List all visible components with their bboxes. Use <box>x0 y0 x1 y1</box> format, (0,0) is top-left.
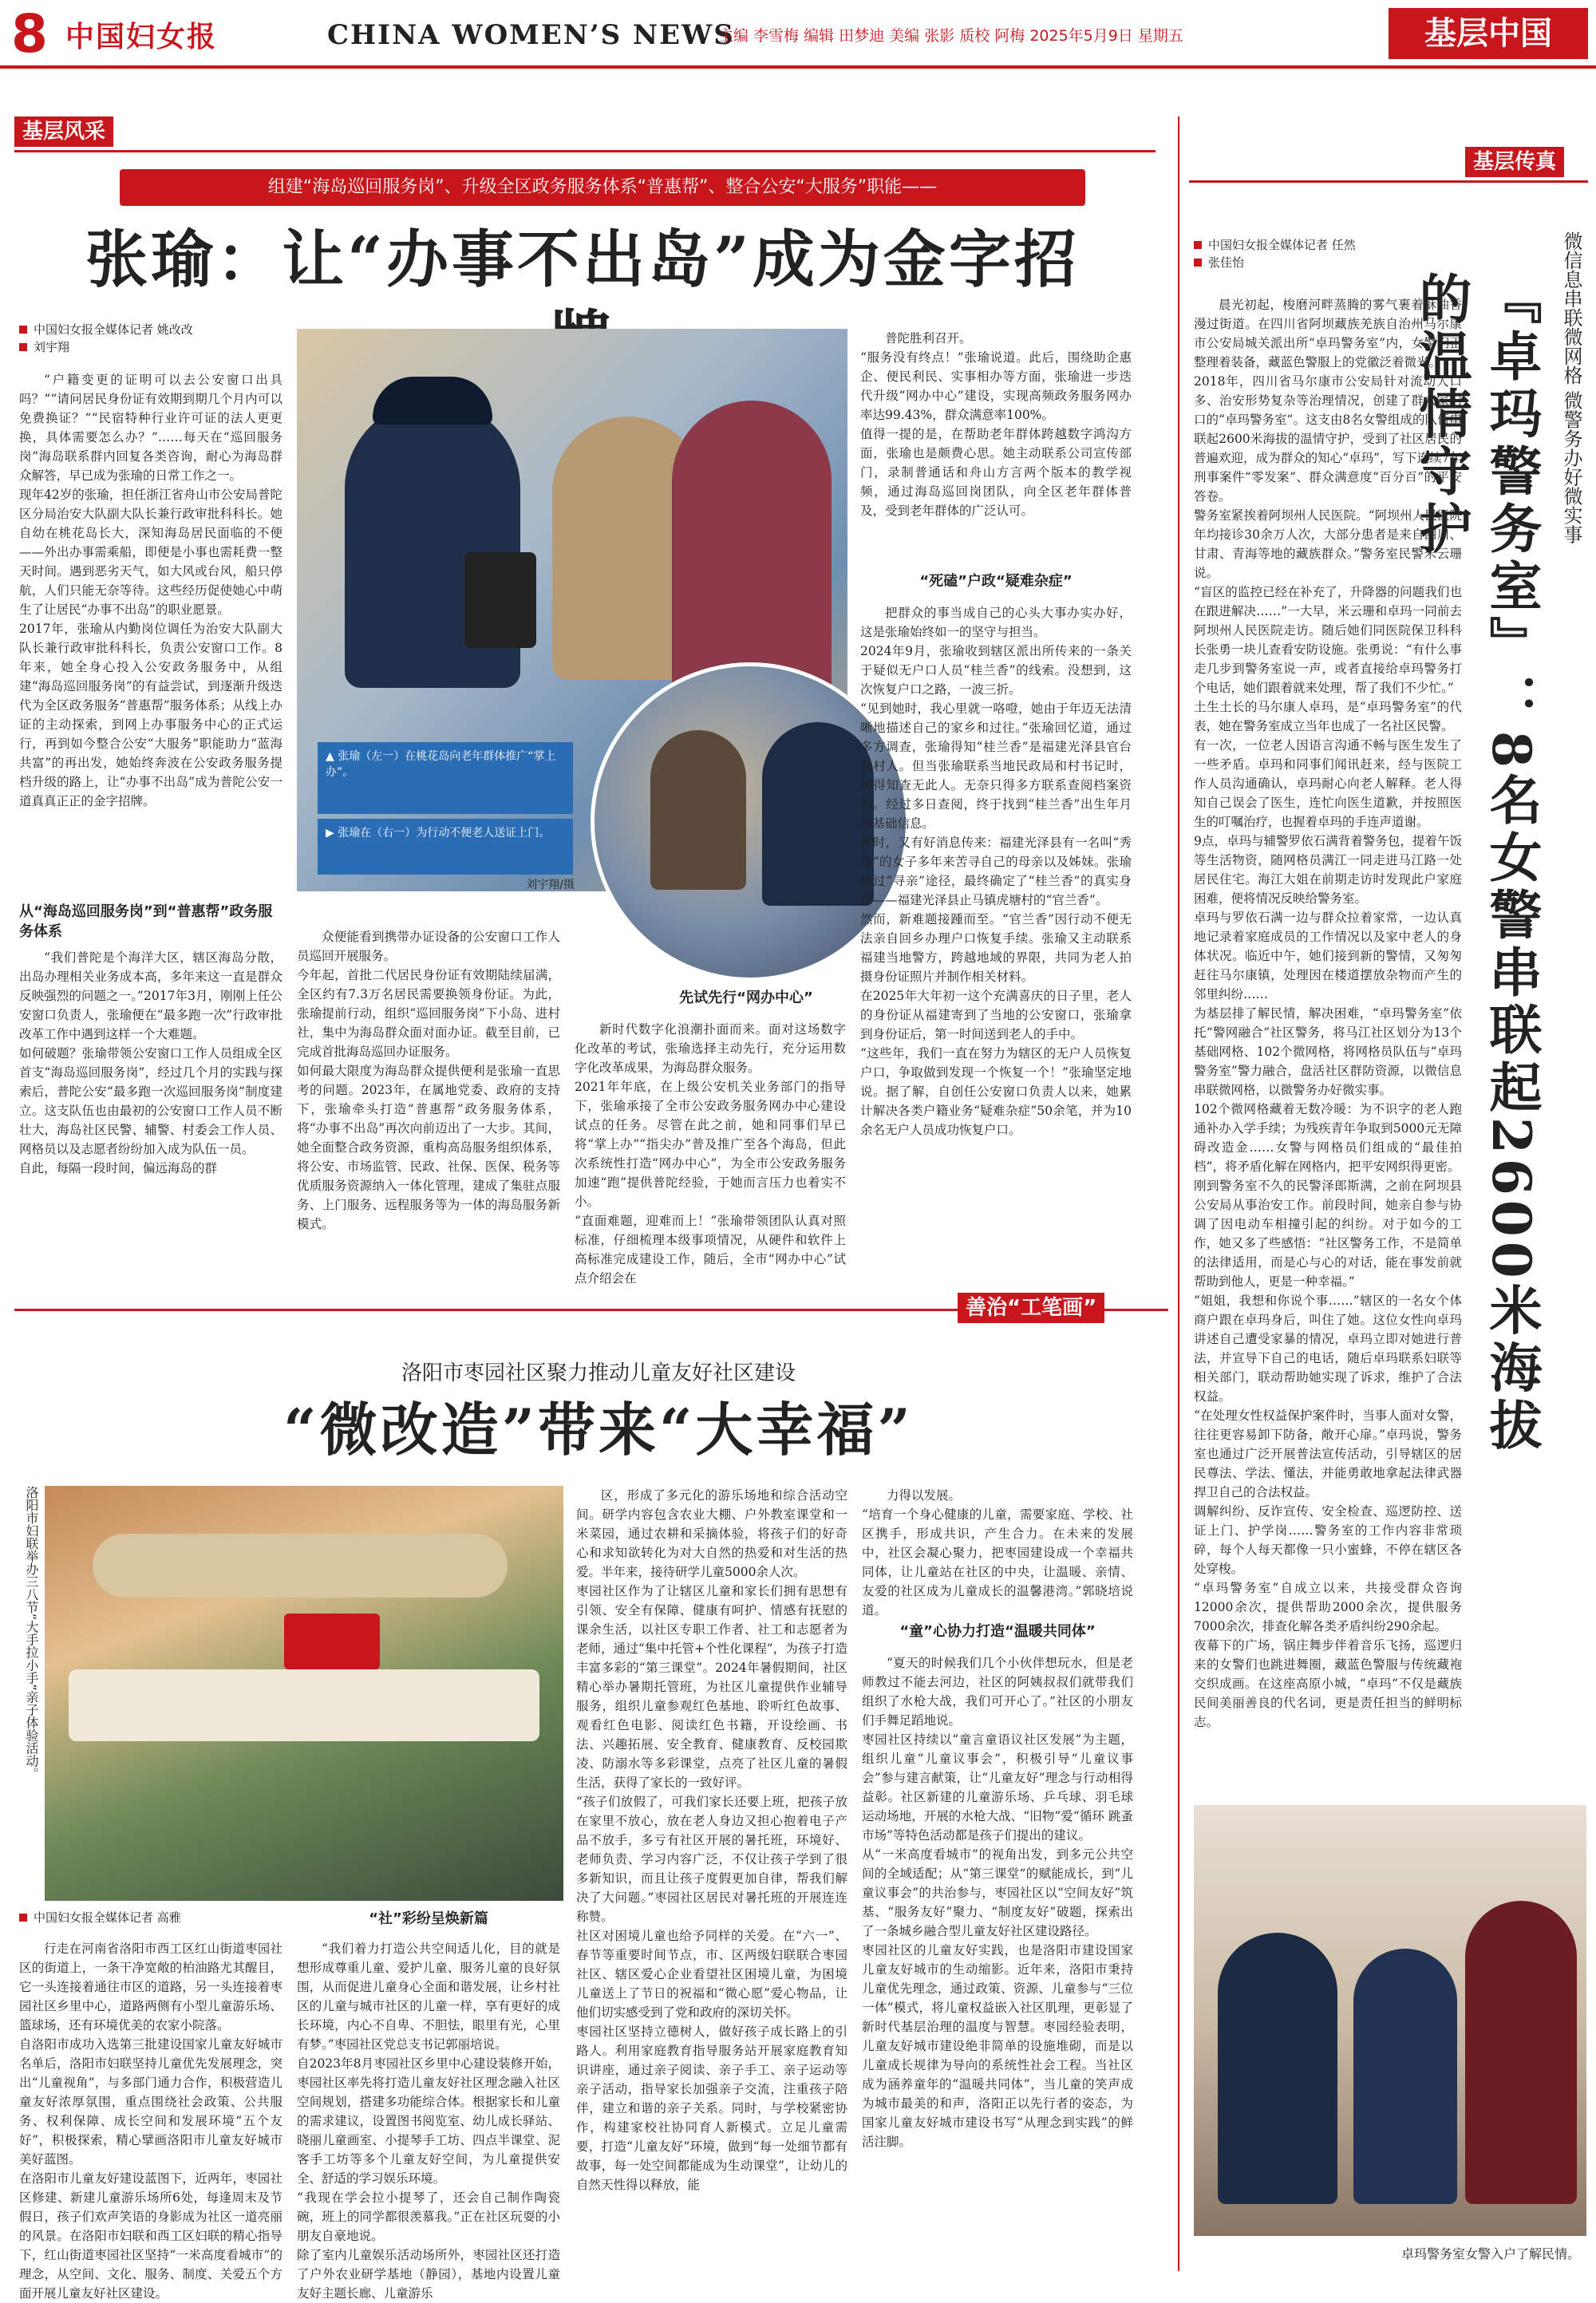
byline-marker-icon <box>1194 259 1202 267</box>
newspaper-logo: 中国妇女报 <box>65 20 218 53</box>
story1-headline: 张瑜：让“办事不出岛”成为金字招 <box>85 223 1080 296</box>
story3-photo <box>45 1486 563 1901</box>
byline-marker-icon <box>19 326 27 334</box>
story1-body-4: 普陀胜利召开。 “服务没有终点！”张瑜说道。此后，围绕助企惠企、便民利民、实事相办等方面，张瑜进一步迭代升级“网办中心”建设，实现高频政务服务网办率达99.43%，群众满意率100%。 值得一提的是，在帮助老年群体跨越数字鸿沟方面，张瑜也是颇费心思。她主动联系公司宣传部门，录制普通话和舟山方言两个版本的教学视频，通过海岛巡回岗团队，向全区老年群体普及，受到老年群体的广泛认可。 <box>860 331 1132 518</box>
story2-column-1 <box>1194 295 1462 1729</box>
story1-column-4b <box>860 603 1132 1266</box>
story1-body-3: 新时代数字化浪潮扑面而来。面对这场数字化改革的考试，张瑜选择主动先行，充分运用数字化改革成果，为海岛群众服务。 2021年年底，在上级公安机关业务部门的指导下，张瑜承接了全市公安政务服务网办中心建设试点的任务。尽管在此之前，她和同事们早已将“掌上办”“指尖办”普及推广至各个海岛，但此次系统性打造“网办中心”，为全市公安政务服务加速“跑”提供普陀经验，于她而言压力也着实不小。 “直面难题，迎难而上！”张瑜带领团队认真对照标准，仔细梳理本级事项情况，从硬件和软件上高标准完成建设工作，随后，全市“网办中心”试点介绍会在 <box>575 1022 846 1286</box>
story1-column-4 <box>860 329 1132 560</box>
byline-marker-icon <box>19 343 27 351</box>
reporter-name: 中国妇女报全媒体记者 高雅 <box>34 1910 181 1925</box>
story3-column-3 <box>576 1486 847 2268</box>
officer-figure <box>762 722 874 906</box>
activity-table <box>69 1669 539 1741</box>
elderly-woman-figure <box>1465 1901 1577 2204</box>
story3-subhead-2: “社”彩纷呈焕新篇 <box>369 1910 488 1927</box>
story3-side-caption: 洛阳市妇联举办三八节“大手拉小手”亲子体验活动。 <box>24 1486 39 1780</box>
reporter-name: 张佳怡 <box>1208 255 1245 270</box>
story1-subhead-3: 先试先行“网办中心” <box>679 990 813 1006</box>
section-title: 基层中国 <box>1389 8 1588 59</box>
photo-credit: 刘宇翔/摄 <box>526 879 575 891</box>
story1-kicker: 组建“海岛巡回服务岗”、升级全区政务服务体系“普惠帮”、整合公安“大服务”职能—— <box>120 169 1085 206</box>
reporter-name: 中国妇女报全媒体记者 姚改改 <box>34 322 193 337</box>
story1-byline <box>19 321 282 356</box>
officer-figure <box>1218 1933 1337 2204</box>
story2-photo-caption: 卓玛警务室女警入户了解民情。 <box>1400 2246 1580 2262</box>
story1-subhead-4: “死磕”户政“疑难杂症” <box>919 573 1073 590</box>
byline-marker-icon <box>19 1914 27 1922</box>
story3-column-1 <box>19 1939 282 2301</box>
column-divider <box>1178 117 1179 2271</box>
column-tag-shanzhi-gongbihua: 善治“工笔画” <box>958 1293 1104 1323</box>
page-number: 8 <box>11 3 48 65</box>
story3-byline <box>19 1909 282 1926</box>
story2-body: 晨光初起，梭磨河畔蒸腾的雾气裹着酥油香漫过街道。在四川省阿坝藏族羌族自治州马尔康市公安局城关派出所“卓玛警务室”内，女警们正整理着装备，藏蓝色警服上的党徽泛着微光。 2018年，四川省马尔康市公安局针对流动人口多、治安形势复杂等治理情况，创建了群众家门口的“卓玛警务室”。这支由8名女警组成的队伍串联起2600米海拔的温情守护，受到了社区居民的普遍欢迎，成为群众的知心“卓玛”，写下连续7年刑事案件“零发案”、群众满意度“百分百”的平安答卷。 警务室紧挨着阿坝州人民医院。“阿坝州人民医院年均接诊30余万人次，大部分患者是来自四川、甘肃、青海等地的藏族群众。”警务室民警米云珊说。 “盲区的监控已经在补充了，升降器的问题我们也在跟进解决……”一大早，米云珊和卓玛一同前去阿坝州人民医院走访。随后她们同医院保卫科科长张勇一块儿查看安防设施。张勇说：“有什么事走几步到警务室说一声，或者直接给卓玛警务打个电话，她们跟着就来处理，帮了我们不少忙。” 土生土长的马尔康人卓玛，是“卓玛警务室”的代表，她在警务室成立当年也成了一名社区民警。 有一次，一位老人因语言沟通不畅与医生发生了一些矛盾。卓玛和同事们闻讯赶来，经与医院工作人员沟通确认，卓玛耐心向老人解释。老人得知自己误会了医生，连忙向医生道歉，并按照医生的叮嘱治疗，也握着卓玛的手连声道谢。 9点，卓玛与辅警罗依石满背着警务包，提着午饭等生活物资，随网格员满江一同走进马江路一处居民住宅。海江大姐在前期走访时发现此户家庭困难，便将情况反映给警务室。 卓玛与罗依石满一边与群众拉着家常，一边认真地记录着家庭成员的工作情况以及家中老人的身体状况。临近中午，她们接到新的警情，又匆匆赶往马尔康镇，处理因在楼道摆放杂物而产生的邻里纠纷…… 为基层排了解民情，解决困难，“卓玛警务室”依托“警网融合”社区警务，将马江社区划分为13个基础网格、102个微网格，将网格员队伍与“卓玛警务室”警力融合，盘活社区群防资源，以微信息串联微网格，以微警务办好微实事。 102个微网格藏着无数冷暖：为不识字的老人跑通补办入学手续；为残疾青年争取到5000元无障碍改造金……女警与网格员们组成的“最佳拍档”，将矛盾化解在网格内，把平安网织得更密。 刚到警务室不久的民警泽郎斯满，之前在阿坝县公安局从事治安工作。前段时间，她亲自参与协调了因电动车相撞引起的纠纷。对于如今的工作，她又多了些感悟：“社区警务工作，不是简单的法律适用，而是心与心的对话，能在事发前就帮助到他人，更是一种幸福。” “姐姐，我想和你说个事……”辖区的一名女个体商户跟在卓玛身后，叫住了她。这位女性向卓玛讲述自己遭受家暴的情况，卓玛立即对她进行普法，并宣导下自己的电话，随后卓玛联系妇联等相关部门，联动帮助她实现了诉求，维护了合法权益。 “在处理女性权益保护案件时，当事人面对女警，往往更容易卸下防备，敞开心扉。”卓玛说，警务室也通过广泛开展普法宣传活动，引导辖区的居民尊法、学法、懂法，并能勇敢地拿起法律武器捍卫自己的合法权益。 调解纠纷、反诈宣传、安全检查、巡逻防控、送证上门、护学岗……警务室的工作内容非常琐碎，每个人每天都像一只小蜜蜂，不停在辖区各处穿梭。 “卓玛警务室”自成立以来，共接受群众咨询12000余次，提供帮助2000余次，提供服务7000余次，排查化解各类矛盾纠纷290余起。 夜幕下的广场，锅庄舞步伴着音乐飞扬，巡逻归来的女警们也跳进舞圈，藏蓝色警服与传统藏袍交织成画。在这座高原小城，“卓玛”不仅是藏族民间美丽善良的代名词，更是责任担当的鲜明标志。 <box>1194 298 1462 1729</box>
story1-column-1 <box>19 370 282 897</box>
story3-column-4 <box>862 1486 1133 1618</box>
story3-body-4b: “夏天的时候我们几个小伙伴想玩水，但是老师教过不能去河边，社区的阿姨叔叔们就带我们组织了水枪大战，我们可开心了。”社区的小朋友们手舞足蹈地说。 枣园社区持续以“童言童语议社区发展”为主题，组织儿童“儿童议事会”，积极引导“儿童议事会”参与建言献策，让“儿童友好”理念与行动相得益彰。社区新建的儿童游乐场、乒乓球、羽毛球运动场地，开展的水枪大战、“旧物”爱“循环 跳蚤市场”等特色活动都是孩子们提出的建议。 从“一米高度看城市”的视角出发，到多元公共空间的全域适配；从“第三课堂”的赋能成长，到“儿童议事会”的共治参与，枣园社区以“空间友好”筑基、“服务友好”聚力、“制度友好”破题，探索出了一条城乡融合型儿童友好社区建设路径。 枣园社区的儿童友好实践，也是洛阳市建设国家儿童友好城市的生动缩影。近年来，洛阳市秉持儿童优先理念，通过政策、资源、儿童参与“三位一体”模式，将儿童权益嵌入社区肌理，更彰显了新时代基层治理的温度与智慧。枣园经验表明，儿童友好城市建设绝非简单的设施堆砌，而是以儿童成长规律为导向的系统性社会工程。当社区成为涵养童年的“温暖共同体”，当儿童的笑声成为城市最美的和声，洛阳正以先行者的姿态，为国家儿童友好城市建设书写“从理念到实践”的鲜活注脚。 <box>862 1656 1133 2149</box>
reporter-name: 刘宇翔 <box>34 340 70 354</box>
officer-figure <box>1353 1949 1457 2204</box>
story2-byline <box>1194 236 1401 271</box>
story2-photo <box>1194 1805 1586 2236</box>
story1-caption-1: ▲ 张瑜（左一）在桃花岛向老年群体推广“掌上办”。 <box>318 742 573 814</box>
tent-canopy <box>93 1534 508 1598</box>
smartphone-icon <box>464 552 536 648</box>
story3-body-4: 力得以发展。 “培育一个身心健康的儿童，需要家庭、学校、社区携手，形成共识，产生合力。在未来的发展中，社区会凝心聚力，把枣园建设成一个幸福共同体，让儿童站在社区的中央，让温暖、亲情、友爱的社区成为儿童成长的温馨港湾。”郭晓培说道。 <box>862 1488 1133 1618</box>
story3-body-3: 区，形成了多元化的游乐场地和综合活动空间。研学内容包含农业大棚、户外教室课堂和一米菜园，通过农耕和采摘体验，将孩子们的好奇心和求知欲转化为对大自然的热爱和对生活的热爱。半年来，接待研学儿童5000余人次。 枣园社区作为了让辖区儿童和家长们拥有思想有引领、安全有保障、健康有呵护、情感有抚慰的课余生活，以社区专职工作者、社工和志愿者为老师，通过“集中托管+个性化课程”，为孩子打造丰富多彩的“第三课堂”。2024年暑假期间，社区精心举办暑期托管班，为社区儿童提供作业辅导服务，组织儿童参观红色基地、聆听红色故事、观看红色电影、阅读红色书籍，开设绘画、书法、兴趣拓展、安全教育、健康教育、反校园欺凌、防溺水等多彩课堂，点亮了社区儿童的暑假生活，获得了家长的一致好评。 “孩子们放假了，可我们家长还要上班，把孩子放在家里不放心，放在老人身边又担心抱着电子产品不放手，多亏有社区开展的暑托班，环境好、老师负责、学习内容广泛，不仅让孩子学到了很多新知识，而且让孩子度假更加自律，帮我们解决了大问题。”枣园社区居民对暑托班的开展连连称赞。 社区对困境儿童也给予同样的关爱。在“六一”、春节等重要时间节点，市、区两级妇联联合枣园社区、辖区爱心企业看望社区困境儿童，为困境儿童送上了节日的祝福和“微心愿”爱心物品，让他们切实感受到了党和政府的深切关怀。 枣园社区坚持立德树人，做好孩子成长路上的引路人。利用家庭教育指导服务站开展家庭教育知识讲座，通过亲子阅读、亲子手工、亲子运动等亲子活动，指导家长加强亲子交流，注重孩子陪伴，建立和谐的亲子关系。同时，与学校紧密协作，构建家校社协同育人新模式。立足儿童需要，打造“儿童友好”环境，做到“每一处细节都有故事，每一处空间都能成为生动课堂”，让幼儿的自然天性得以释放，能 <box>576 1488 847 2192</box>
story3-body-1: 行走在河南省洛阳市西工区红山街道枣园社区的街道上，一条干净宽敞的柏油路尤其醒目，它一头连接着通往市区的道路，另一头连接着枣园社区乡里中心，道路两侧有小型儿童游乐场、篮球场，还有环境优美的农家小院落。 自洛阳市成功入选第三批建设国家儿童友好城市名单后，洛阳市妇联坚持儿童优先发展理念，突出“儿童视角”，与多部门通力合作，积极营造儿童友好浓厚氛围，重点围绕社会政策、公共服务、权利保障、成长空间和发展环境“五个友好”，积极探索，精心擘画洛阳市儿童友好城市美好蓝图。 在洛阳市儿童友好建设蓝图下，近两年，枣园社区修建、新建儿童游乐场所6处，每逢周末及节假日，孩子们欢声笑语的身影成为社区一道亮丽的风景。在洛阳市妇联和西工区妇联的精心指导下，红山街道枣园社区坚持“一米高度看城市”的理念，从空间、文化、服务、制度、关爱五个方面开展儿童友好社区建设。 <box>19 1942 282 2301</box>
story2-top-rule <box>1189 180 1588 183</box>
masthead <box>0 0 1596 67</box>
story1-column-3 <box>575 1020 846 1286</box>
story3-body-2: “我们着力打造公共空间适儿化，目的就是想形成尊重儿童、爱护儿童、服务儿童的良好氛围，从而促进儿童身心全面和谐发展，让乡村社区的儿童与城市社区的儿童一样，享有更好的成长环境，内心不自卑、不胆怯，眼里有光，心里有梦。”枣园社区党总支书记郭丽培说。 自2023年8月枣园社区乡里中心建设装修开始，枣园社区率先将打造儿童友好社区理念融入社区空间规划，搭建多功能综合体。根据家长和儿童的需求建议，设置图书阅览室、幼儿成长驿站、晓丽儿童画室、小提琴手工坊、四点半课堂、泥客手工坊等多个儿童友好空间，为儿童提供安全、舒适的学习娱乐环境。 “我现在学会拉小提琴了，还会自己制作陶瓷碗，班上的同学都很羡慕我。”正在社区玩耍的小朋友自豪地说。 除了室内儿童娱乐活动场所外，枣园社区还打造了户外农业研学基地（静园），基地内设置儿童友好主题长廊、儿童游乐 <box>297 1942 560 2301</box>
story1-subhead-1: 从“海岛巡回服务岗”到“普惠帮”政务服务体系 <box>19 903 273 940</box>
story1-body-1b: “我们普陀是个海洋大区，辖区海岛分散，出岛办理相关业务成本高，多年来这一直是群众反映强烈的问题之一。”2017年3月，刚刚上任公安窗口负责人，张瑜便在“最多跑一次”行政审批改革工作中遇到这样一个大难题。 如何破题？张瑜带领公安窗口工作人员组成全区首支“海岛巡回服务岗”，经过几个月的实践与探索后，普陀公安“最多跑一次巡回服务岗”制度建立。这支队伍也由最初的公安窗口工作人员不断壮大，海岛社区民警、辅警、村委会工作人员、网格员以及志愿者纷纷加入成为队伍一员。 自此，每隔一段时间，偏远海岛的群 <box>19 950 282 1175</box>
column-tag-jiceng-chuanzhen: 基层传真 <box>1465 147 1564 177</box>
story1-column-2 <box>297 927 560 1266</box>
editor-credits: 主编 李雪梅 编辑 田梦迪 美编 张影 质校 阿梅 2025年5月9日 星期五 <box>718 27 1183 45</box>
story1-column-1b <box>19 948 282 1264</box>
masthead-rule <box>0 65 1596 69</box>
story1-caption-2: ▶ 张瑜在（右一）为行动不便老人送证上门。 <box>318 819 573 875</box>
newspaper-name-english: CHINA WOMEN’S NEWS <box>327 19 735 51</box>
banner-sign <box>284 1614 380 1669</box>
story2-subtitle: 微信息串联微网格 微警务办好微实事 <box>1560 231 1582 544</box>
story1-body-2: 众便能看到携带办证设备的公安窗口工作人员巡回开展服务。 今年起，首批二代居民身份证有效期陆续届满，全区约有7.3万名居民需要换领身份证。为此，张瑜提前行动，组织“巡回服务岗”下小岛、进村社，集中为海岛群众面对面办证。截至目前，已完成首批海岛巡回办证服务。 如何最大限度为海岛群众提供便利是张瑜一直思考的问题。2023年，在属地党委、政府的支持下，张瑜牵头打造“普惠帮”政务服务体系，将“办事不出岛”再次向前迈出了一大步。其间，她全面整合政务资源，重构高岛服务组织体系，将公安、市场监管、民政、社保、医保、税务等优质服务资源纳入一体化管理，建成了集驻点服务、上门服务、远程服务等为一体的海岛服务新模式。 <box>297 930 560 1231</box>
story3-column-4b <box>862 1653 1133 2268</box>
story3-headline: “微改造”带来“大幸福” <box>283 1396 914 1464</box>
elderly-man-figure <box>650 730 746 890</box>
story1-body-1: “户籍变更的证明可以去公安窗口出具吗？”“请问居民身份证有效期到期几个月内可以免费换证？”“民宿特种行业许可证的法人更更换，具体需要怎么办？”……每天在“巡回服务岗”海岛联系群内回复各类咨询，耐心为海岛群众解答，早已成为张瑜的日常工作之一。 现年42岁的张瑜，担任浙江省舟山市公安局普陀区分局治安大队副大队长兼行政审批科科长。她自幼在桃花岛长大，深知海岛居民面临的不便——外出办事需乘船，即便是小事也需耗费一整天时间。遇到恶劣天气，如大风或台风，船只停航，人们只能无奈等待。这些经历促使她心中萌生了让居民“办事不出岛”的职业愿景。 2017年，张瑜从内勤岗位调任为治安大队副大队长兼行政审批科科长，负责公安窗口工作。8年来，她全身心投入公安政务服务中，从组建“海岛巡回服务岗”的有益尝试，到逐渐升级迭代为全区政务服务“普惠帮”服务体系；从线上办证的主动探索，到网上办事服务中心的正式运行，再到如今整合公安“大服务”职能助力“蓝海共富”的再出发，她始终奔波在公安政务服务提档升级的路上，让“办事不出岛”成为普陀公安一道真真正正的金字招牌。 <box>19 373 282 808</box>
story3-subhead-4: “童”心协力打造“温暖共同体” <box>899 1623 1096 1640</box>
story3-kicker: 洛阳市枣园社区聚力推动儿童友好社区建设 <box>401 1361 796 1385</box>
elderly-woman-figure <box>672 401 832 704</box>
reporter-name: 中国妇女报全媒体记者 任然 <box>1208 238 1356 252</box>
column-tag-jiceng-fengcai: 基层风采 <box>14 117 113 147</box>
story1-body-4b: 把群众的事当成自己的心头大事办实办好，这是张瑜始终如一的坚守与担当。 2024年9月，张瑜收到辖区派出所传来的一条关于疑似无户口人员“桂兰香”的线索。没想到，这次恢复户口之路，一波三折。 “见到她时，我心里就一咯噔，她由于年迈无法清晰地描述自己的家乡和过往。”张瑜回忆道，通过多方调查，张瑜得知“桂兰香”是福建光泽县官台社村人。但当张瑜联系当地民政局和村书记时，却得知查无此人。无奈只得多方联系查阅档案资料。经过多日查阅，终于找到“桂兰香”出生年月等基础信息。 此时，又有好消息传来：福建光泽县有一名叫“秀莲”的女子多年来苦寻自己的母亲以及姊妹。张瑜通过“寻亲”途径，最终确定了“桂兰香”的真实身份——福建光泽县止马镇虎塘村的“官兰香”。 然而，新难题接踵而至。“官兰香”因行动不便无法亲自回乡办理户口恢复手续。张瑜又主动联系福建当地警方，跨越地域的界限，共同为老人拍摄身份证照片并制作相关材料。 在2025年大年初一这个充满喜庆的日子里，老人的身份证从福建寄到了当地的公安窗口，张瑜拿到身份证后，第一时间送到老人的手中。 “这些年，我们一直在努力为辖区的无户人员恢复户口，争取做到发现一个恢复一个！”张瑜坚定地说。据了解，自创任公安窗口负责人以来，她累计解决各类户籍业务“疑难杂症”50余笔，并为10余名无户人员成功恢复户口。 <box>860 606 1132 1137</box>
story1-top-rule <box>14 150 1156 152</box>
police-cap-icon <box>373 377 492 425</box>
story3-column-2 <box>297 1939 560 2301</box>
byline-marker-icon <box>1194 241 1202 249</box>
story2-headline: 『卓玛警务室』：8名女警串联起2600米海拔的温情守护 <box>1410 271 1543 1456</box>
